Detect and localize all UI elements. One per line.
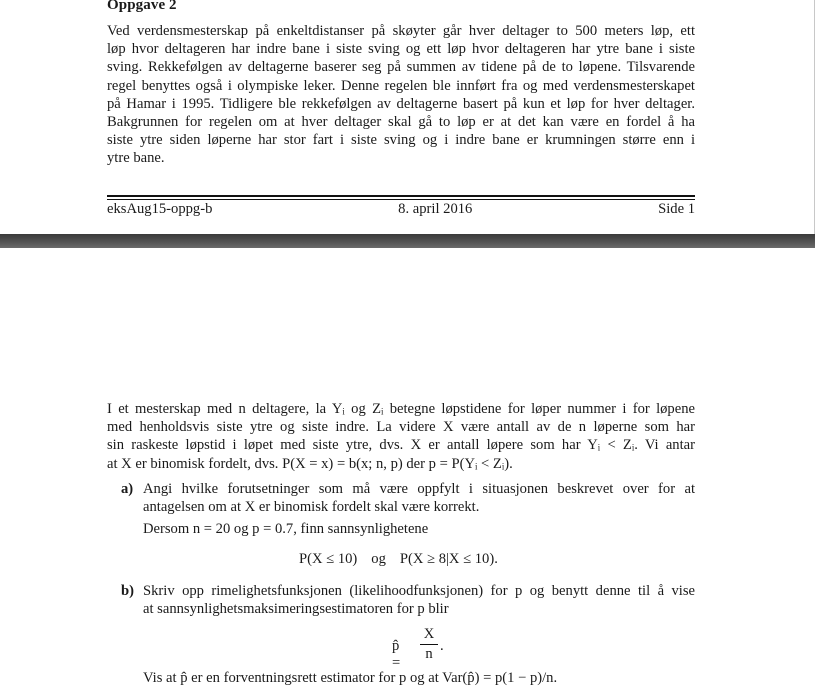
estimator-lhs: p̂ = [392,638,401,671]
page-1 [0,0,815,234]
subtask-b-line: Skriv opp rimelighetsfunksjonen (likelihoodfunksjonen) for p og benytt denne til å vise [143,583,695,599]
fraction-denominator: n [425,646,433,662]
footer-rule-thin [107,199,695,200]
footer-page-number: Side 1 [658,201,695,217]
subtask-b-line: at sannsynlighetsmaksimeringsestimatoren for p blir [143,601,449,618]
page-separator [0,234,815,248]
paragraph-line: siste ytre siden løperne har stor fart i siste sving og i indre bane er krumningen større enn i [107,132,695,149]
footer-date: 8. april 2016 [398,201,473,217]
subtask-a-label: a) [121,481,134,497]
subtask-b-label: b) [121,583,134,599]
paragraph-line: regel benyttes også i olympiske leker. Denne regelen ble innført fra og med verdensmesterskapet [107,77,695,94]
paragraph-line: sving. Rekkefølgen av deltagerne baserer seg på summen av tidene på de to løpene. Tilsvarende [107,59,695,76]
subtask-a-given: Dersom n = 20 og p = 0.7, finn sannsynlighetene [143,521,429,537]
subtask-a-line: antagelsen om at X er binomisk fordelt skal være korrekt. [143,499,480,516]
intro-line: at X er binomisk fordelt, dvs. P(X = x) = b(x; n, p) der p = P(Yᵢ < Zᵢ). [107,455,513,472]
intro-line: med henholdsvis siste ytre og siste indre. La videre X være antall av de n løperne som har [107,419,695,436]
task-paragraph [107,22,695,168]
equation-left: P(X ≤ 10) [299,551,358,567]
subtask-a-line: Angi hvilke forutsetninger som må være oppfylt i situasjonen beskrevet over for at [143,481,695,497]
task-heading: Oppgave 2 [107,0,177,13]
intro-line: I et mesterskap med n deltagere, la Yᵢ og Zᵢ betegne løpstidene for løper nummer i for løpene [107,401,695,417]
probability-equation [299,551,498,568]
footer-doc-id: eksAug15-oppg-b [107,201,213,217]
estimator-fraction [420,626,438,663]
subtask-b-final: Vis at p̂ er en forventningsrett estimator for p og at Var(p̂) = p(1 − p)/n. [143,670,558,686]
page-footer [107,201,695,218]
fraction-bar [420,644,438,645]
equation-period: . [440,638,444,654]
paragraph-line: løp hvor deltageren har indre bane i siste sving og ett løp hvor deltageren har ytre bane i siste [107,41,695,58]
paragraph-line: Bakgrunnen for regelen om at hver deltager skal gå to løp er at det kan være en fordel å ha [107,114,695,131]
fraction-numerator: X [423,626,435,642]
equation-right: P(X ≥ 8|X ≤ 10). [399,551,498,567]
intro-line: sin raskeste løpstid i løpet med siste ytre, dvs. X er antall løpere som har Yᵢ < Zᵢ. Vi antar [107,437,695,454]
paragraph-line: Ved verdensmesterskap på enkeltdistanser på skøyter går hver deltager to 500 meters løp, ett [107,23,695,39]
paragraph-line: på Hamar i 1995. Tidligere ble rekkefølgen av deltagerne basert på kun et løp for hver deltager. [107,95,695,112]
intro-paragraph [107,400,695,473]
paragraph-line: ytre bane. [107,150,165,167]
equation-separator: og [371,551,386,567]
footer-rule-thick [107,195,695,197]
